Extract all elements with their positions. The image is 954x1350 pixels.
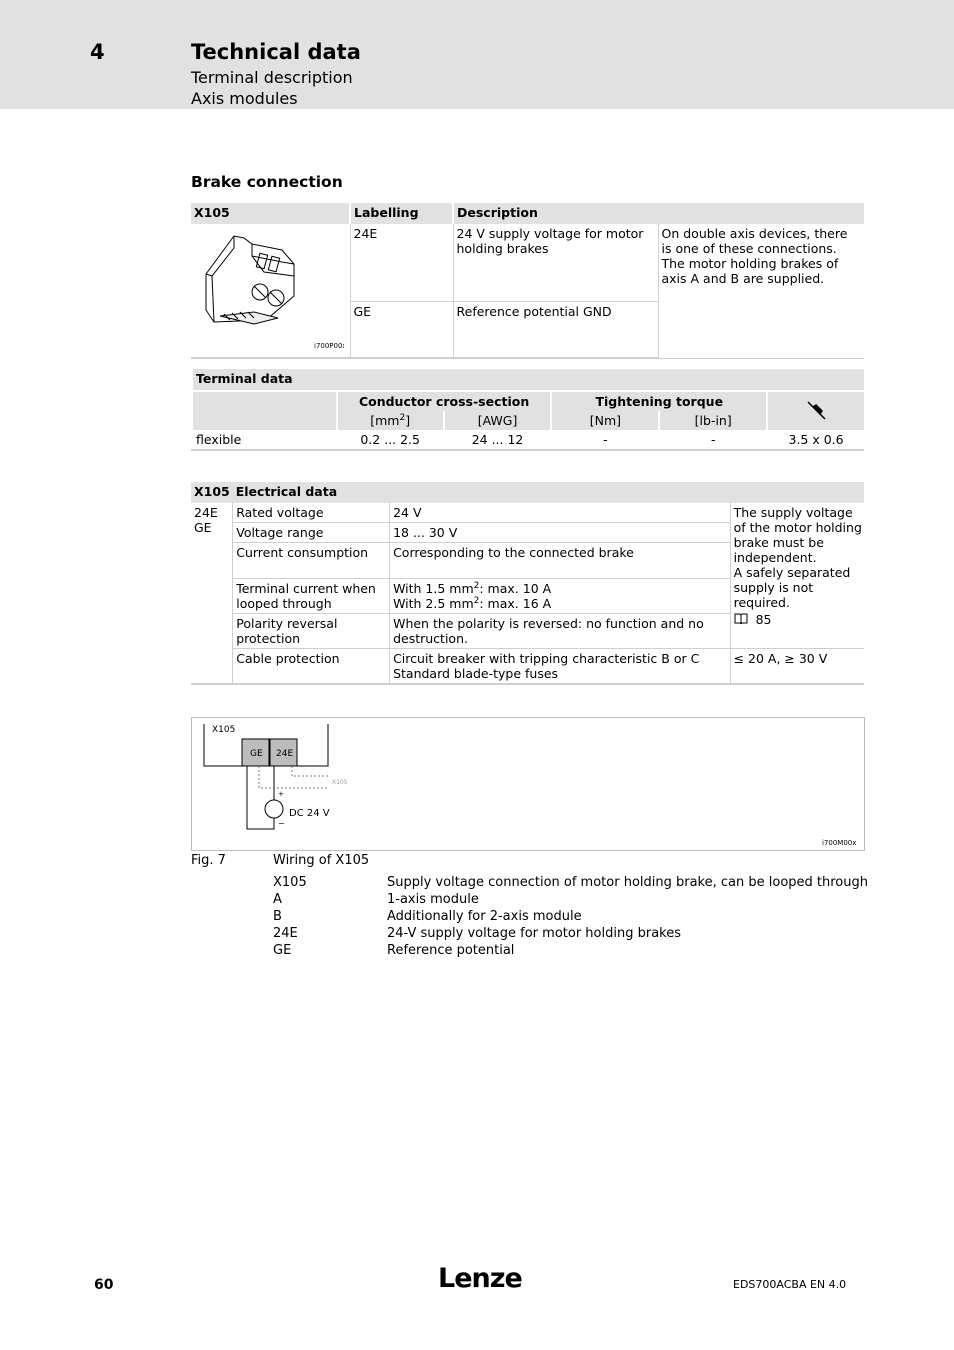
table-row (191, 649, 864, 685)
dc-source-label: DC 24 V (289, 808, 330, 819)
wiring-diagram (191, 717, 865, 851)
supply-note: The supply voltage of the motor holding brake must be independent. A safely separated supply is not required. (733, 505, 862, 610)
table-header-row (191, 482, 864, 503)
header-description: Description (453, 203, 864, 224)
table-header-row (192, 369, 864, 391)
value-awg: 24 ... 12 (444, 430, 552, 450)
header-x105: X105 (191, 482, 233, 503)
screwdriver-cell (767, 391, 864, 430)
param-value: 18 ... 30 V (390, 523, 731, 543)
param-value: With 1.5 $mm^2$: max. 10 A With 2.5 $mm^2$: max. 16 A (390, 579, 731, 614)
description-ge: Reference potential GND (453, 301, 658, 358)
document-id: EDS700ACBA EN 4.0 (733, 1278, 847, 1291)
screwdriver-icon (804, 398, 828, 422)
param-label: Polarity reversal protection (233, 614, 390, 649)
conductor-type: flexible (192, 430, 337, 450)
wiring-diagram-svg (192, 718, 864, 850)
unit-awg: [AWG] (444, 411, 552, 430)
value-lbin: - (659, 430, 767, 450)
param-label: Cable protection (233, 649, 390, 685)
terminal-labels: 24E GE (191, 503, 233, 684)
table-row (191, 224, 864, 301)
empty-header-cell (192, 391, 337, 430)
param-value: Corresponding to the connected brake (390, 543, 731, 579)
terminal-24e: 24E (276, 749, 294, 759)
description-24e: 24 V supply voltage for motor holding brakes (453, 224, 658, 301)
subtitle-terminal-description: Terminal description (191, 68, 353, 87)
loop-label: X105 (332, 779, 348, 786)
plus-sign: + (278, 790, 284, 798)
book-icon (734, 613, 748, 624)
torque-header: Tightening torque (551, 391, 767, 411)
header-labelling: Labelling (350, 203, 453, 224)
param-value: Circuit breaker with tripping characteristic B or C Standard blade-type fuses (390, 649, 731, 685)
value-mm2: 0.2 ... 2.5 (337, 430, 444, 450)
legend-key: 24E (273, 926, 298, 941)
image-caption: i700P00x (314, 342, 344, 350)
legend-value: Reference potential (387, 943, 515, 958)
value-nm: - (551, 430, 659, 450)
electrical-data-table (191, 482, 864, 685)
header-electrical-data: Electrical data (233, 482, 864, 503)
reference (734, 612, 864, 627)
legend-key: A (273, 892, 282, 907)
chapter-title: Technical data (191, 40, 361, 64)
unit-lbin: [lb-in] (659, 411, 767, 430)
section-title: Brake connection (191, 173, 343, 191)
brake-connection-table (191, 203, 864, 359)
terminal-data-title: Terminal data (192, 369, 864, 391)
diagram-x105-label: X105 (212, 725, 236, 735)
minus-sign: − (278, 819, 285, 828)
chapter-number: 4 (90, 40, 105, 64)
table-header-row (192, 391, 864, 411)
param-label: Rated voltage (233, 503, 390, 523)
conductor-header: Conductor cross-section (337, 391, 552, 411)
table-row (192, 430, 864, 450)
label-ge: GE (350, 301, 453, 358)
label-24e: 24E (350, 224, 453, 301)
param-value: When the polarity is reversed: no function and no destruction. (390, 614, 731, 649)
diagram-image-code: i700M00x (822, 839, 857, 847)
connector-illustration (194, 226, 344, 352)
legend-value: Additionally for 2-axis module (387, 909, 582, 924)
legend-value: 1-axis module (387, 892, 479, 907)
terminal-data-table (191, 369, 864, 451)
reference-page: 85 (755, 612, 772, 627)
param-label: Terminal current when looped through (233, 579, 390, 614)
terminal-ge: GE (250, 749, 263, 759)
legend-key: GE (273, 943, 292, 958)
table-row (191, 503, 864, 523)
double-axis-note: On double axis devices, there is one of these connections. The motor holding brakes of axis A and B are supplied. (658, 224, 864, 358)
figure-number: Fig. 7 (191, 853, 226, 868)
param-label: Voltage range (233, 523, 390, 543)
legend-key: X105 (273, 875, 307, 890)
cable-note: ≤ 20 A, ≥ 30 V (730, 649, 864, 685)
param-label: Current consumption (233, 543, 390, 579)
legend-value: 24-V supply voltage for motor holding brakes (387, 926, 681, 941)
legend-value: Supply voltage connection of motor holding brake, can be looped through (387, 875, 868, 890)
legend-key: B (273, 909, 282, 924)
subtitle-axis-modules: Axis modules (191, 89, 298, 108)
header-x105: X105 (191, 203, 350, 224)
supply-note-cell (730, 503, 864, 649)
connector-image-cell (191, 224, 350, 358)
unit-nm: [Nm] (551, 411, 659, 430)
figure-title: Wiring of X105 (273, 853, 370, 868)
header-band (0, 0, 954, 109)
value-blade: 3.5 x 0.6 (767, 430, 864, 450)
lenze-logo: Lenze (438, 1263, 522, 1294)
param-value: 24 V (390, 503, 731, 523)
table-header-row (191, 203, 864, 224)
unit-mm2: $[mm^2]$ (337, 411, 444, 430)
page-number: 60 (94, 1277, 114, 1293)
